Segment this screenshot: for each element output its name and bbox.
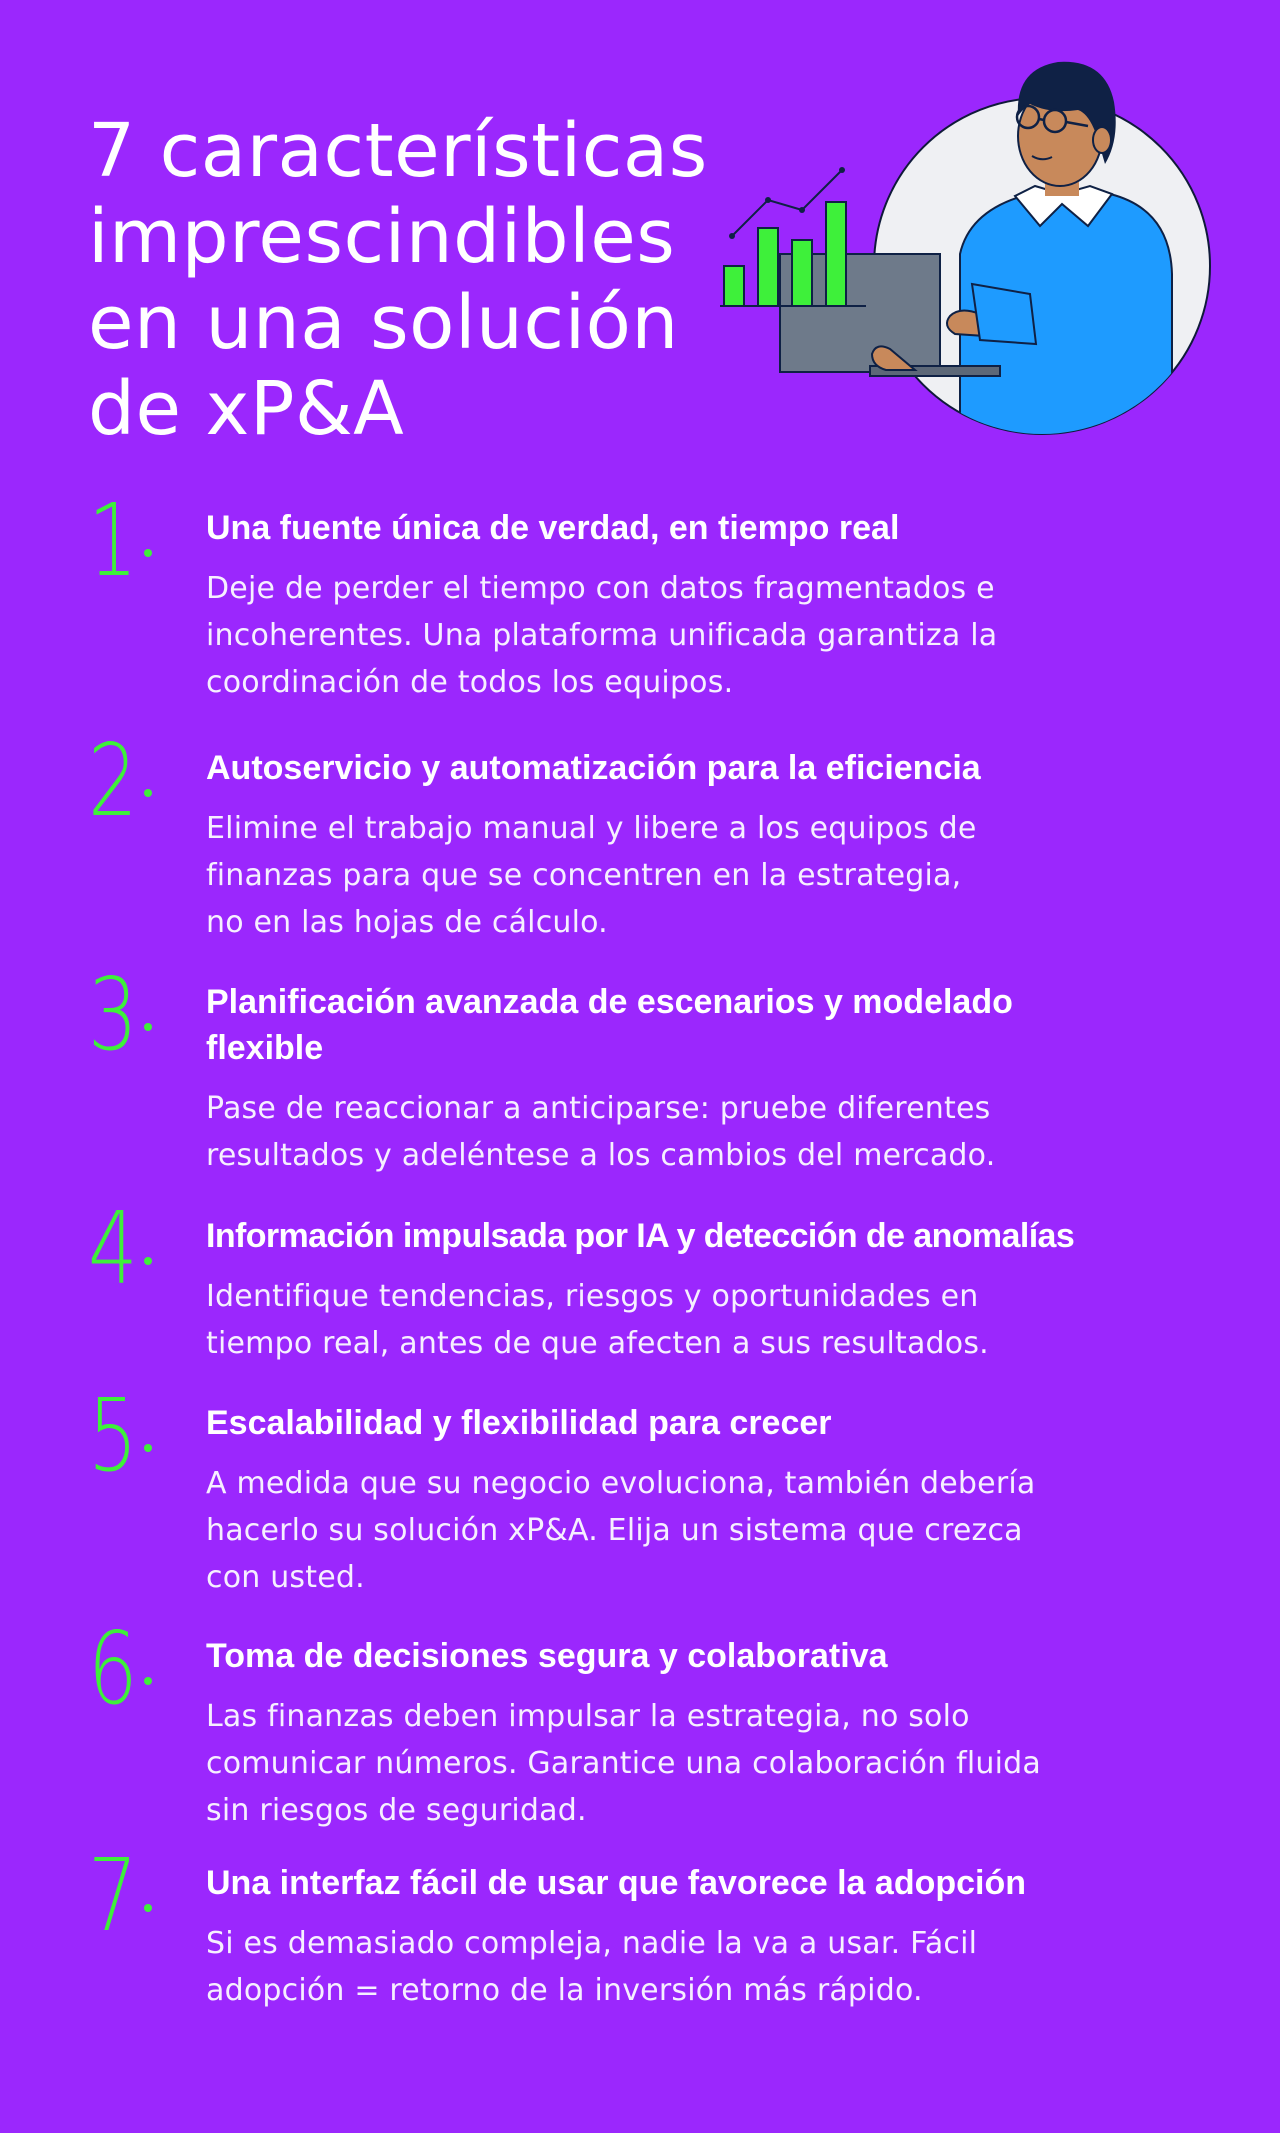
- title-line-1: 7 características: [88, 108, 708, 194]
- feature-text-4: Identifique tendencias, riesgos y oportunidades en tiempo real, antes de que afecten a sus resultados.: [206, 1279, 989, 1361]
- feature-text-2: Elimine el trabajo manual y libere a los equipos de finanzas para que se concentren en la estrategia, no en las hojas de cálculo.: [206, 811, 977, 940]
- feature-item-4: [88, 1190, 1208, 1400]
- title-line-4: de xP&A: [88, 366, 405, 452]
- feature-title-3: Planificación avanzada de escenarios y modelado flexible: [206, 983, 1013, 1067]
- feature-title-1: Una fuente única de verdad, en tiempo real: [206, 509, 900, 547]
- chart-bar-2: [758, 228, 778, 306]
- features-list: [88, 482, 1208, 2030]
- feature-number-4: 4: [88, 1199, 152, 1299]
- feature-title-4: Información impulsada por IA y detección de anomalías: [206, 1217, 1075, 1255]
- feature-text-1: Deje de perder el tiempo con datos fragmentados e incoherentes. Una plataforma unificada garantiza la coordinación de todos los equipos.: [206, 571, 998, 700]
- chart-bar-1: [724, 266, 744, 306]
- title-line-2: imprescindibles: [88, 194, 676, 280]
- feature-text-6: Las finanzas deben impulsar la estrategia, no solo comunicar números. Garantice una colaboración fluida sin riesgos de seguridad.: [206, 1699, 1042, 1828]
- feature-item-6: [88, 1610, 1208, 1860]
- person-with-laptop-chart-illustration: [710, 44, 1230, 484]
- feature-item-3: [88, 956, 1208, 1213]
- chart-bar-3: [792, 240, 812, 306]
- feature-title-7: Una interfaz fácil de usar que favorece la adopción: [206, 1864, 1027, 1902]
- feature-text-3: Pase de reaccionar a anticiparse: pruebe diferentes resultados y adeléntese a los cambios del mercado.: [206, 1091, 996, 1173]
- title-line-3: en una solución: [88, 280, 679, 366]
- feature-item-2: [88, 722, 1208, 979]
- feature-number-6: 6: [88, 1619, 152, 1719]
- feature-number-2: 2: [88, 731, 152, 831]
- feature-item-7: [88, 1837, 1208, 2030]
- feature-item-5: [88, 1377, 1208, 1633]
- page-title: [88, 108, 728, 452]
- feature-text-7: Si es demasiado compleja, nadie la va a usar. Fácil adopción = retorno de la inversión más rápido.: [206, 1926, 978, 2008]
- feature-item-1: [88, 482, 1208, 745]
- feature-number-1: 1: [88, 491, 152, 591]
- feature-text-5: A medida que su negocio evoluciona, también debería hacerlo su solución xP&A. Elija un sistema que crezca con usted.: [206, 1466, 1036, 1595]
- arm-sleeve-shape: [972, 284, 1036, 344]
- feature-number-7: 7: [88, 1846, 152, 1946]
- chart-bar-4: [826, 202, 846, 306]
- feature-title-2: Autoservicio y automatización para la eficiencia: [206, 749, 981, 787]
- feature-number-5: 5: [88, 1386, 152, 1486]
- feature-title-6: Toma de decisiones segura y colaborativa: [206, 1637, 888, 1675]
- ear-shape: [1093, 127, 1111, 153]
- feature-number-3: 3: [88, 965, 152, 1065]
- feature-title-5: Escalabilidad y flexibilidad para crecer: [206, 1404, 832, 1442]
